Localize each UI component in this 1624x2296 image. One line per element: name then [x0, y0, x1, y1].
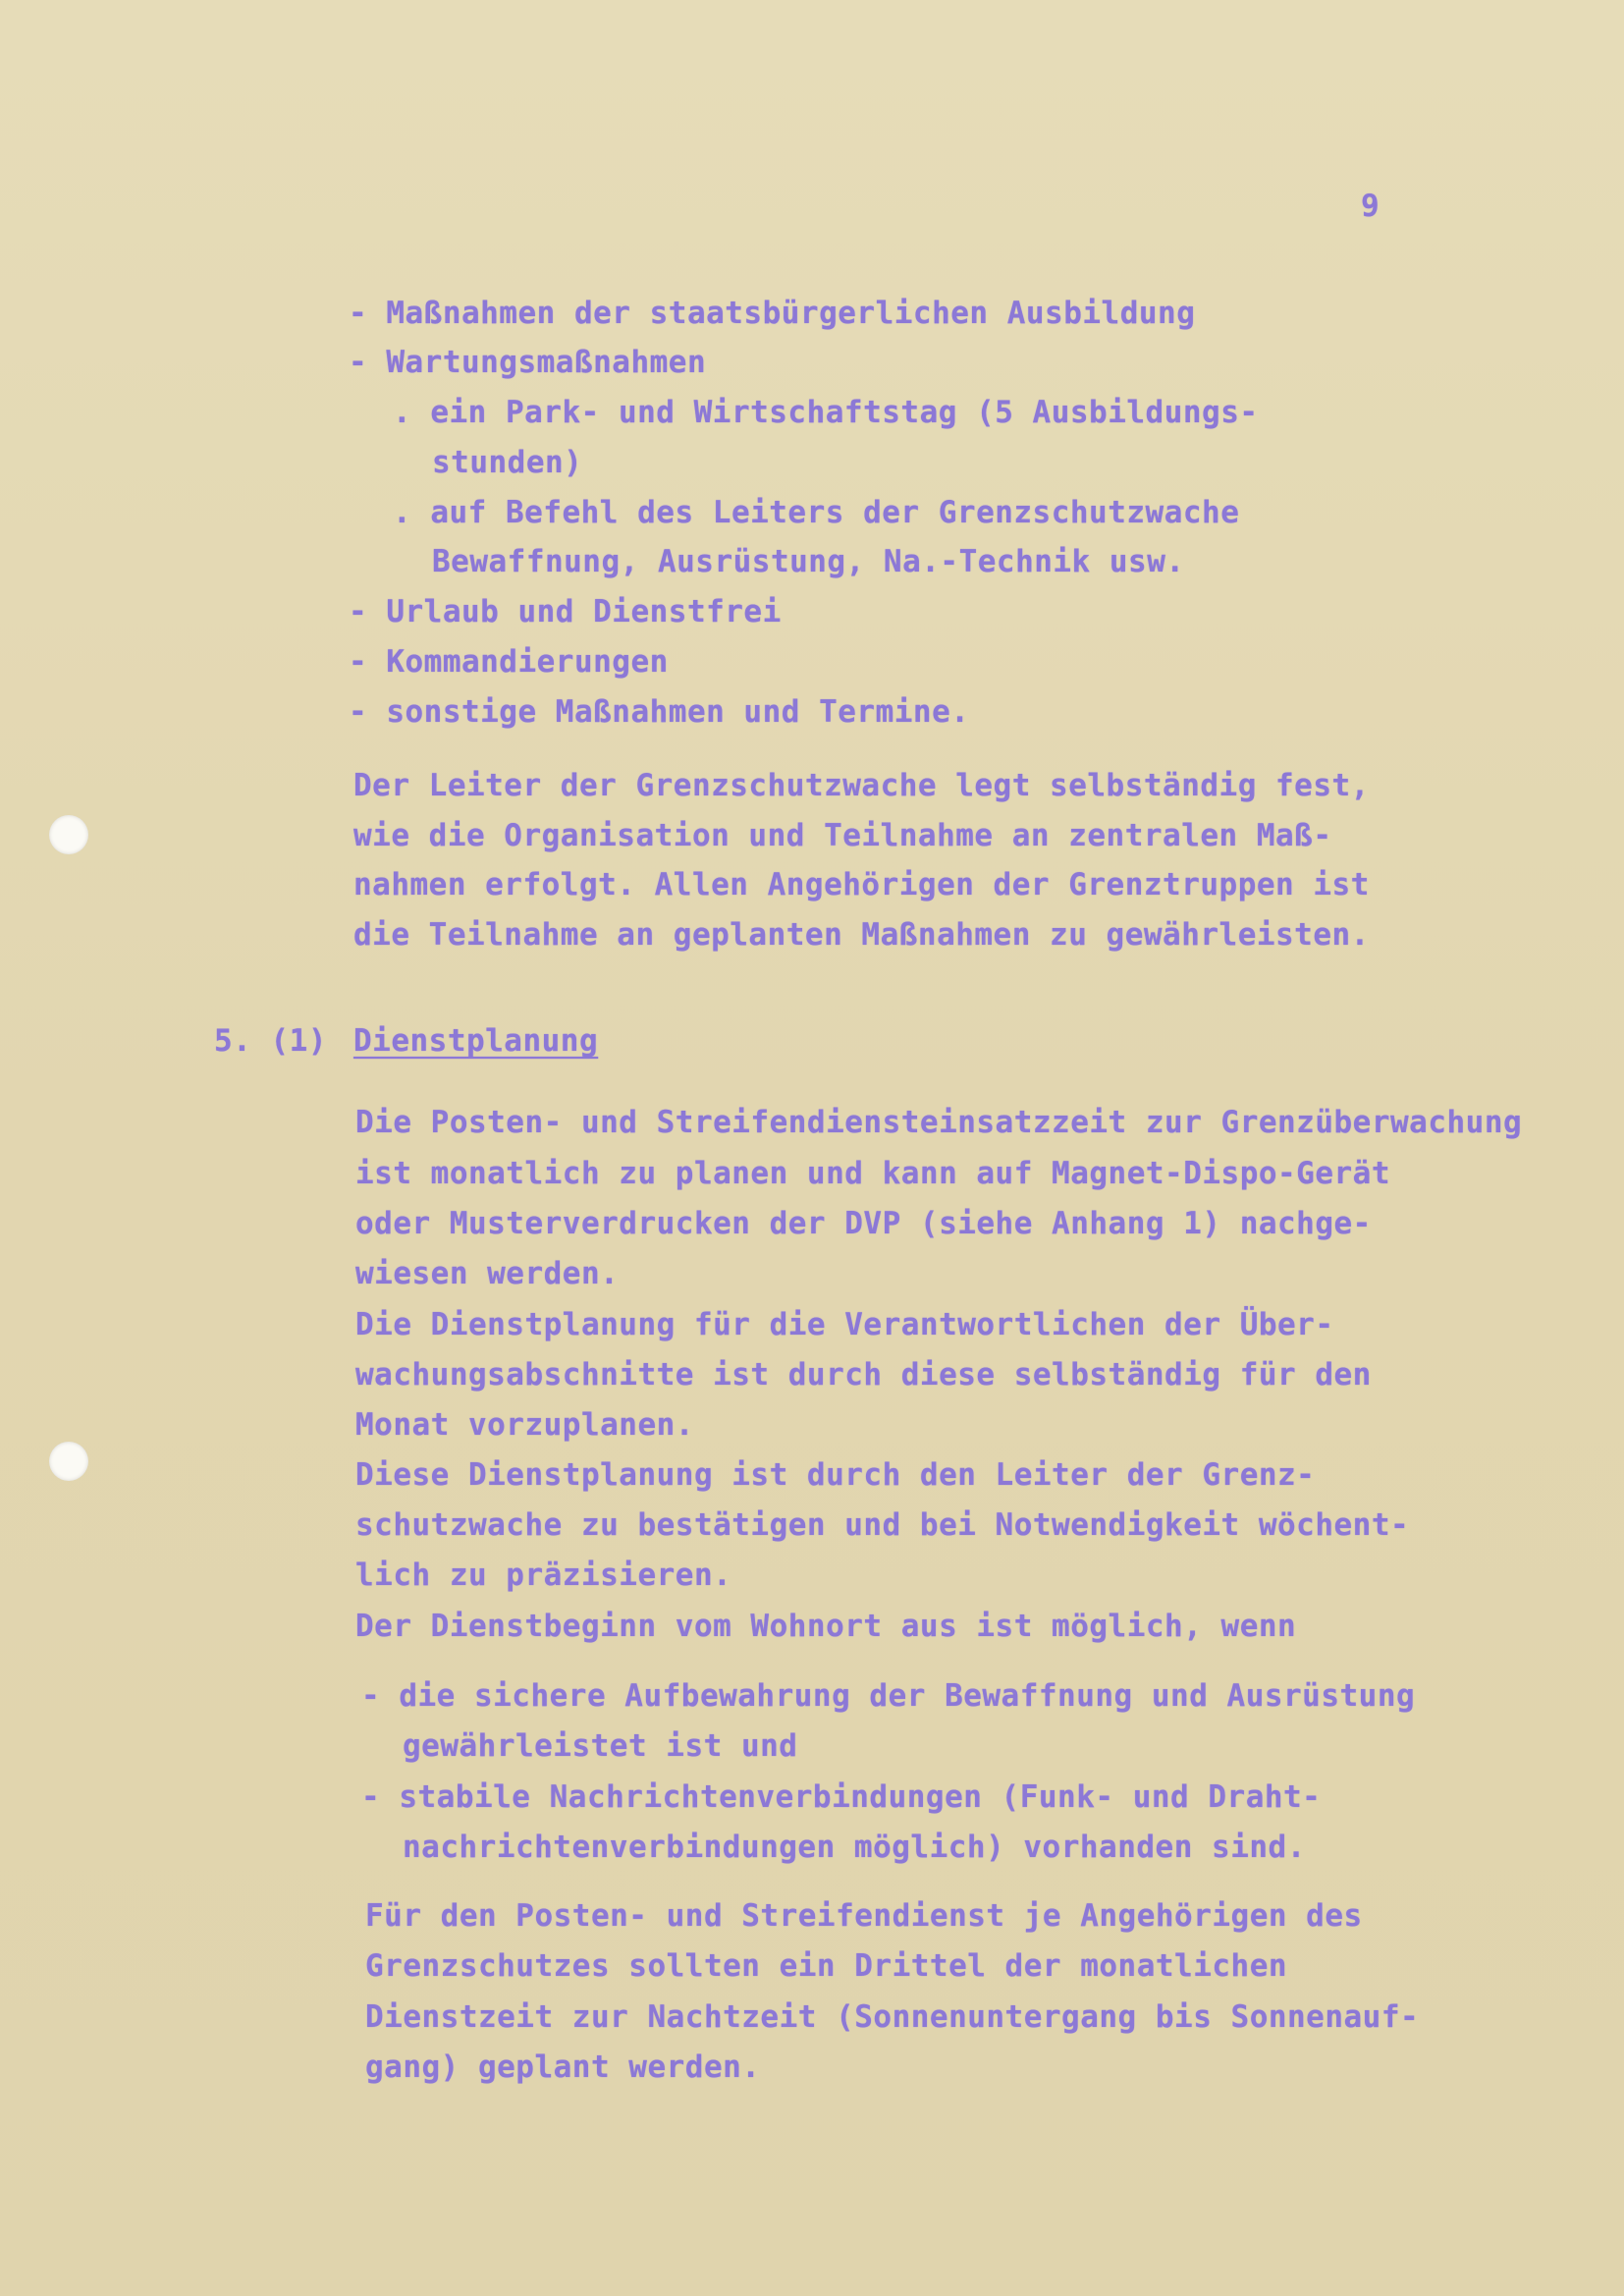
list-subitem-continuation: Bewaffnung, Ausrüstung, Na.-Technik usw.: [432, 544, 1185, 579]
list-item: - Wartungsmaßnahmen: [349, 345, 707, 380]
paragraph-line: Dienstzeit zur Nachtzeit (Sonnenuntergang bis Sonnenauf-: [365, 1999, 1420, 2035]
list-subitem: . auf Befehl des Leiters der Grenzschutzwache: [393, 495, 1240, 530]
paragraph-line: nahmen erfolgt. Allen Angehörigen der Grenztruppen ist: [353, 867, 1370, 902]
paragraph-line: schutzwache zu bestätigen und bei Notwendigkeit wöchent-: [355, 1507, 1410, 1543]
section-title: Dienstplanung: [353, 1023, 599, 1059]
list-item: - Kommandierungen: [349, 644, 669, 680]
list-item: - Urlaub und Dienstfrei: [349, 594, 782, 629]
paragraph-line: oder Musterverdrucken der DVP (siehe Anhang 1) nachge-: [355, 1206, 1372, 1241]
paragraph-line: Die Posten- und Streifendiensteinsatzzeit zur Grenzüberwachung: [355, 1105, 1523, 1140]
paragraph-line: wachungsabschnitte ist durch diese selbständig für den: [355, 1357, 1372, 1393]
section-number: 5. (1): [214, 1023, 327, 1059]
list-item: - stabile Nachrichtenverbindungen (Funk- und Draht-: [361, 1779, 1322, 1815]
paragraph-line: Für den Posten- und Streifendienst je Angehörigen des: [365, 1898, 1363, 1934]
paragraph-line: gang) geplant werden.: [365, 2050, 761, 2085]
paragraph-line: die Teilnahme an geplanten Maßnahmen zu gewährleisten.: [353, 917, 1370, 953]
paragraph-line: Monat vorzuplanen.: [355, 1407, 694, 1443]
list-subitem: . ein Park- und Wirtschaftstag (5 Ausbildungs-: [393, 395, 1259, 430]
paragraph-line: lich zu präzisieren.: [355, 1558, 732, 1593]
list-item: - sonstige Maßnahmen und Termine.: [349, 694, 970, 730]
list-item-continuation: nachrichtenverbindungen möglich) vorhanden sind.: [403, 1830, 1306, 1865]
punch-hole-lower: [49, 1442, 88, 1481]
paragraph-line: ist monatlich zu planen und kann auf Magnet-Dispo-Gerät: [355, 1156, 1390, 1191]
paragraph-line: Grenzschutzes sollten ein Drittel der monatlichen: [365, 1948, 1288, 1984]
list-item: - die sichere Aufbewahrung der Bewaffnung und Ausrüstung: [361, 1678, 1416, 1714]
paragraph-line: wiesen werden.: [355, 1256, 620, 1291]
paragraph-line: wie die Organisation und Teilnahme an zentralen Maß-: [353, 818, 1332, 853]
paragraph-line: Der Dienstbeginn vom Wohnort aus ist möglich, wenn: [355, 1609, 1297, 1644]
punch-hole-upper: [49, 815, 88, 854]
list-subitem-continuation: stunden): [432, 445, 583, 480]
paragraph-line: Die Dienstplanung für die Verantwortlichen der Über-: [355, 1307, 1334, 1342]
list-item-continuation: gewährleistet ist und: [403, 1728, 798, 1764]
paragraph-line: Der Leiter der Grenzschutzwache legt selbständig fest,: [353, 768, 1370, 803]
page-number: 9: [1361, 189, 1380, 224]
paragraph-line: Diese Dienstplanung ist durch den Leiter der Grenz-: [355, 1457, 1316, 1493]
list-item: - Maßnahmen der staatsbürgerlichen Ausbildung: [349, 296, 1196, 331]
